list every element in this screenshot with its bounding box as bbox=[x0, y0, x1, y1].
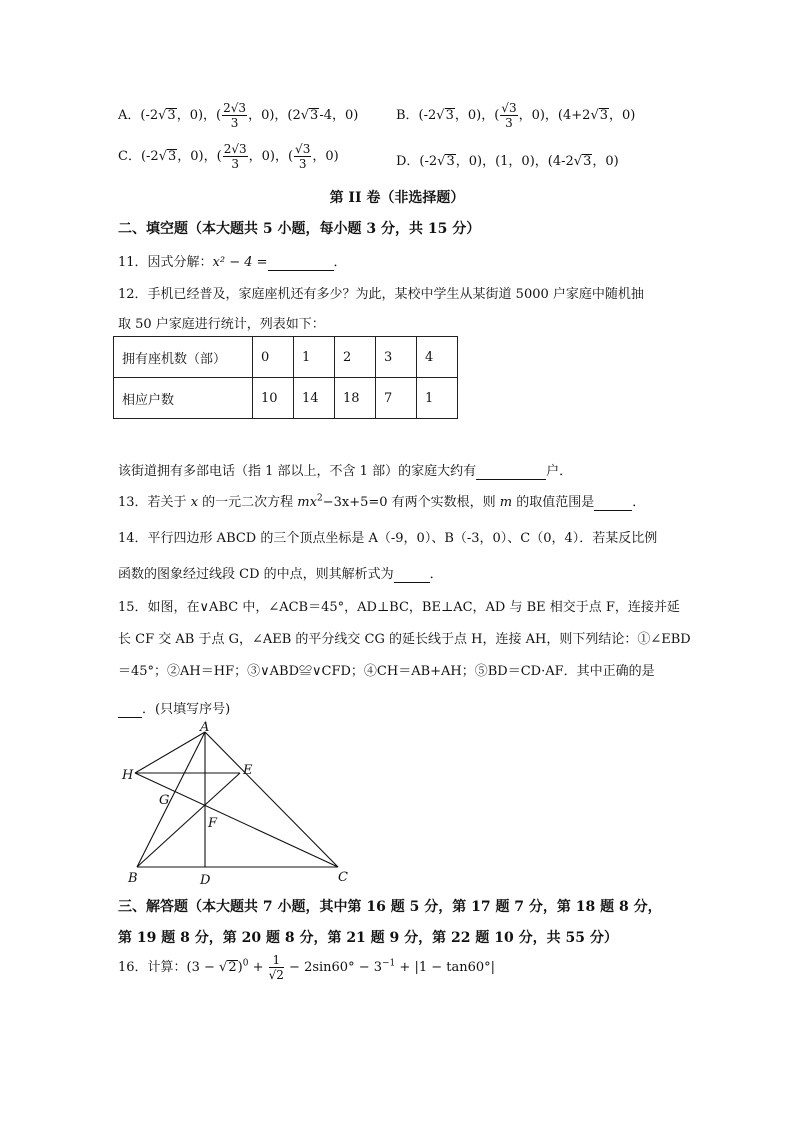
question-14-line2: 函数的图象经过线段 CD 的中点，则其解析式为 ． bbox=[118, 567, 443, 582]
question-12-after: 该街道拥有多部电话（指 1 部以上，不含 1 部）的家庭大约有 户． bbox=[118, 464, 573, 479]
table-row: 拥有座机数（部） 0 1 2 3 4 bbox=[114, 337, 458, 378]
table-row: 相应户数 10 14 18 7 1 bbox=[114, 378, 458, 419]
option-b: B．(-2√3，0)，( $\frac{√3}{3}$ ，0)，(4+2√3，0) bbox=[396, 101, 636, 130]
segment-ac bbox=[205, 732, 338, 867]
label-f: F bbox=[208, 816, 218, 831]
segment-hc bbox=[135, 773, 338, 867]
label-h: H bbox=[122, 768, 134, 783]
question-11: 11．因式分解：x² − 4 = ． bbox=[118, 255, 347, 270]
question-15-line3: ＝45°；②AH＝HF；③∨ABD≌∨CFD；④CH＝AB+AH；⑤BD＝CD·AF．其中正确的是 bbox=[118, 664, 655, 679]
option-a: A．(-2√3，0)，( $\frac{2√3}{3}$ ，0)，(2√3-4，0) bbox=[118, 101, 359, 130]
question-15-line1: 15．如图，在∨ABC 中，∠ACB＝45°，AD⊥BC，BE⊥AC，AD 与 BE 相交于点 F，连接并延 bbox=[118, 600, 680, 615]
volume-title: 第 II 卷（非选择题） bbox=[329, 190, 465, 206]
question-16: 16．计算：$(3 - √2)^0$ + $\frac{1}{√2}$ − $2\sin 60^\circ - 3^{-1} + |1 - \tan 60^\circ|$ bbox=[118, 953, 496, 982]
section2-heading: 二、填空题（本大题共 5 小题，每小题 3 分，共 15 分） bbox=[118, 221, 481, 237]
data-table bbox=[113, 336, 458, 419]
answer-blank bbox=[476, 464, 546, 480]
question-15-line2: 长 CF 交 AB 于点 G，∠AEB 的平分线交 CG 的延长线于点 H，连接 AH，则下列结论：①∠EBD bbox=[118, 632, 691, 647]
section3-heading-line1: 三、解答题（本大题共 7 小题，其中第 16 题 5 分，第 17 题 7 分，第 18 题 8 分， bbox=[118, 899, 662, 915]
segment-be bbox=[137, 773, 240, 867]
answer-blank bbox=[118, 702, 142, 718]
section3-heading-line2: 第 19 题 8 分，第 20 题 8 分，第 21 题 9 分，第 22 题 10 分，共 55 分） bbox=[118, 930, 618, 946]
label-a: A bbox=[200, 720, 210, 735]
question-14-line1: 14．平行四边形 ABCD 的三个顶点坐标是 A（-9，0）、B（-3，0）、C（0，4）．若某反比例 bbox=[118, 531, 658, 546]
option-d: D．(-2√3，0)，(1，0)，(4-2√3，0) bbox=[396, 154, 619, 169]
question-13: 13．若关于 x 的一元二次方程 $mx^2-3x+5=0$ 有两个实数根，则 m 的取值范围是 ． bbox=[118, 493, 646, 510]
option-c: C．(-2√3，0)，( $\frac{2√3}{3}$ ，0)，( $\frac{√3}{3}$ ，0) bbox=[118, 142, 339, 171]
question-12-line1: 12．手机已经普及，家庭座机还有多少？为此，某校中学生从某街道 5000 户家庭中随机抽 bbox=[118, 287, 644, 302]
label-e: E bbox=[243, 763, 253, 778]
label-b: B bbox=[128, 871, 138, 886]
label-c: C bbox=[338, 870, 348, 885]
answer-blank bbox=[268, 255, 334, 271]
question-12-line2: 取 50 户家庭进行统计，列表如下： bbox=[118, 317, 325, 332]
question-15-line4: ．(只填写序号) bbox=[118, 698, 230, 718]
label-d: D bbox=[200, 873, 211, 888]
triangle-figure bbox=[110, 720, 370, 890]
label-g: G bbox=[159, 793, 170, 808]
answer-blank bbox=[594, 495, 632, 511]
answer-blank bbox=[394, 567, 430, 583]
